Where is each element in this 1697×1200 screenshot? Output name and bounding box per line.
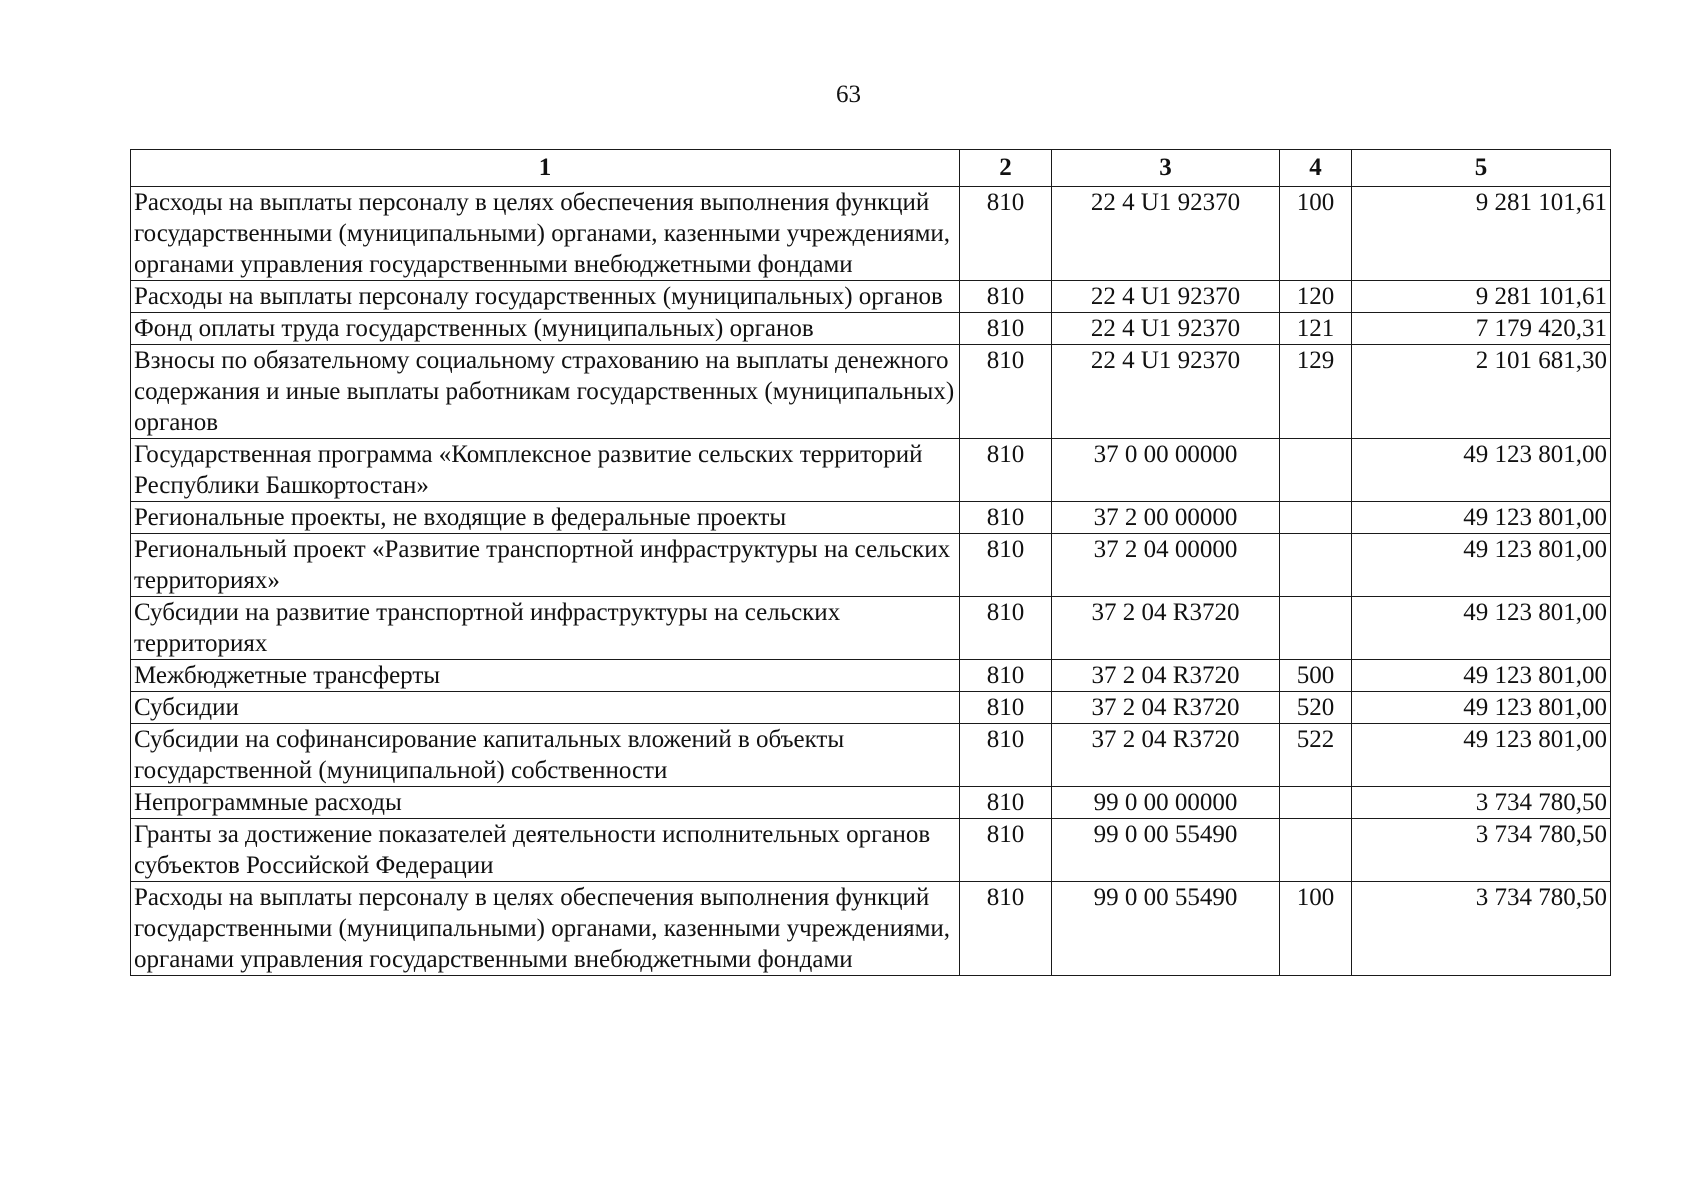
row-ved-cell: 810 bbox=[960, 502, 1052, 534]
row-vr-cell bbox=[1280, 819, 1352, 882]
row-vr-cell: 129 bbox=[1280, 345, 1352, 439]
row-sum-cell: 9 281 101,61 bbox=[1352, 281, 1611, 313]
row-sum-cell: 49 123 801,00 bbox=[1352, 660, 1611, 692]
row-vr-cell bbox=[1280, 597, 1352, 660]
row-vr-cell: 120 bbox=[1280, 281, 1352, 313]
row-ved-cell: 810 bbox=[960, 882, 1052, 976]
row-csr-cell: 37 2 04 R3720 bbox=[1052, 724, 1280, 787]
row-csr-cell: 37 2 00 00000 bbox=[1052, 502, 1280, 534]
table-row bbox=[131, 313, 1611, 345]
row-vr-cell: 100 bbox=[1280, 882, 1352, 976]
row-csr-cell: 22 4 U1 92370 bbox=[1052, 345, 1280, 439]
row-sum-cell: 49 123 801,00 bbox=[1352, 534, 1611, 597]
row-sum-cell: 49 123 801,00 bbox=[1352, 502, 1611, 534]
table-row bbox=[131, 281, 1611, 313]
row-csr-cell: 37 2 04 00000 bbox=[1052, 534, 1280, 597]
row-name-cell: Региональный проект «Развитие транспортной инфраструктуры на сельских территориях» bbox=[131, 534, 960, 597]
row-ved-cell: 810 bbox=[960, 187, 1052, 281]
row-ved-cell: 810 bbox=[960, 345, 1052, 439]
table-row bbox=[131, 534, 1611, 597]
row-name-cell: Взносы по обязательному социальному страхованию на выплаты денежного содержания и иные выплаты работникам государственных (муниципальных) органов bbox=[131, 345, 960, 439]
row-vr-cell: 522 bbox=[1280, 724, 1352, 787]
page-number: 63 bbox=[836, 81, 861, 108]
row-csr-cell: 22 4 U1 92370 bbox=[1052, 281, 1280, 313]
table-row bbox=[131, 597, 1611, 660]
row-ved-cell: 810 bbox=[960, 439, 1052, 502]
table-row bbox=[131, 787, 1611, 819]
table-row bbox=[131, 345, 1611, 439]
row-csr-cell: 22 4 U1 92370 bbox=[1052, 187, 1280, 281]
table-row bbox=[131, 692, 1611, 724]
row-name-cell: Фонд оплаты труда государственных (муниципальных) органов bbox=[131, 313, 960, 345]
row-ved-cell: 810 bbox=[960, 660, 1052, 692]
table-row bbox=[131, 439, 1611, 502]
column-header-2: 2 bbox=[960, 150, 1052, 187]
row-vr-cell: 500 bbox=[1280, 660, 1352, 692]
row-ved-cell: 810 bbox=[960, 819, 1052, 882]
row-sum-cell: 49 123 801,00 bbox=[1352, 692, 1611, 724]
row-name-cell: Субсидии на софинансирование капитальных вложений в объекты государственной (муниципальной) собственности bbox=[131, 724, 960, 787]
row-sum-cell: 3 734 780,50 bbox=[1352, 819, 1611, 882]
row-name-cell: Расходы на выплаты персоналу в целях обеспечения выполнения функций государственными (муниципальными) органами, казенными учреждениями, органами управления государственными внебюджетными фондами bbox=[131, 187, 960, 281]
row-csr-cell: 37 2 04 R3720 bbox=[1052, 692, 1280, 724]
row-name-cell: Расходы на выплаты персоналу в целях обеспечения выполнения функций государственными (муниципальными) органами, казенными учреждениями, органами управления государственными внебюджетными фондами bbox=[131, 882, 960, 976]
table-row bbox=[131, 187, 1611, 281]
row-sum-cell: 2 101 681,30 bbox=[1352, 345, 1611, 439]
row-vr-cell bbox=[1280, 787, 1352, 819]
row-vr-cell bbox=[1280, 534, 1352, 597]
row-name-cell: Субсидии bbox=[131, 692, 960, 724]
table-row bbox=[131, 724, 1611, 787]
column-header-1: 1 bbox=[131, 150, 960, 187]
table-row bbox=[131, 502, 1611, 534]
row-vr-cell: 520 bbox=[1280, 692, 1352, 724]
row-csr-cell: 99 0 00 00000 bbox=[1052, 787, 1280, 819]
row-name-cell: Расходы на выплаты персоналу государственных (муниципальных) органов bbox=[131, 281, 960, 313]
row-sum-cell: 49 123 801,00 bbox=[1352, 724, 1611, 787]
row-csr-cell: 37 2 04 R3720 bbox=[1052, 660, 1280, 692]
row-name-cell: Гранты за достижение показателей деятельности исполнительных органов субъектов Российской Федерации bbox=[131, 819, 960, 882]
row-sum-cell: 3 734 780,50 bbox=[1352, 787, 1611, 819]
table-row bbox=[131, 660, 1611, 692]
row-vr-cell bbox=[1280, 439, 1352, 502]
column-header-3: 3 bbox=[1052, 150, 1280, 187]
row-name-cell: Региональные проекты, не входящие в федеральные проекты bbox=[131, 502, 960, 534]
row-sum-cell: 49 123 801,00 bbox=[1352, 597, 1611, 660]
row-ved-cell: 810 bbox=[960, 313, 1052, 345]
row-ved-cell: 810 bbox=[960, 724, 1052, 787]
row-vr-cell bbox=[1280, 502, 1352, 534]
row-vr-cell: 121 bbox=[1280, 313, 1352, 345]
row-name-cell: Субсидии на развитие транспортной инфраструктуры на сельских территориях bbox=[131, 597, 960, 660]
table-row bbox=[131, 819, 1611, 882]
row-name-cell: Государственная программа «Комплексное развитие сельских территорий Республики Башкортостан» bbox=[131, 439, 960, 502]
row-sum-cell: 3 734 780,50 bbox=[1352, 882, 1611, 976]
row-sum-cell: 7 179 420,31 bbox=[1352, 313, 1611, 345]
row-ved-cell: 810 bbox=[960, 597, 1052, 660]
row-vr-cell: 100 bbox=[1280, 187, 1352, 281]
row-name-cell: Непрограммные расходы bbox=[131, 787, 960, 819]
column-header-5: 5 bbox=[1352, 150, 1611, 187]
row-csr-cell: 37 0 00 00000 bbox=[1052, 439, 1280, 502]
row-csr-cell: 37 2 04 R3720 bbox=[1052, 597, 1280, 660]
row-ved-cell: 810 bbox=[960, 534, 1052, 597]
table-header-row bbox=[131, 150, 1611, 187]
row-ved-cell: 810 bbox=[960, 692, 1052, 724]
row-ved-cell: 810 bbox=[960, 281, 1052, 313]
row-sum-cell: 49 123 801,00 bbox=[1352, 439, 1611, 502]
table-row bbox=[131, 882, 1611, 976]
column-header-4: 4 bbox=[1280, 150, 1352, 187]
row-csr-cell: 22 4 U1 92370 bbox=[1052, 313, 1280, 345]
row-ved-cell: 810 bbox=[960, 787, 1052, 819]
row-sum-cell: 9 281 101,61 bbox=[1352, 187, 1611, 281]
row-csr-cell: 99 0 00 55490 bbox=[1052, 819, 1280, 882]
row-csr-cell: 99 0 00 55490 bbox=[1052, 882, 1280, 976]
table-body bbox=[131, 187, 1611, 976]
budget-table bbox=[130, 149, 1611, 976]
row-name-cell: Межбюджетные трансферты bbox=[131, 660, 960, 692]
